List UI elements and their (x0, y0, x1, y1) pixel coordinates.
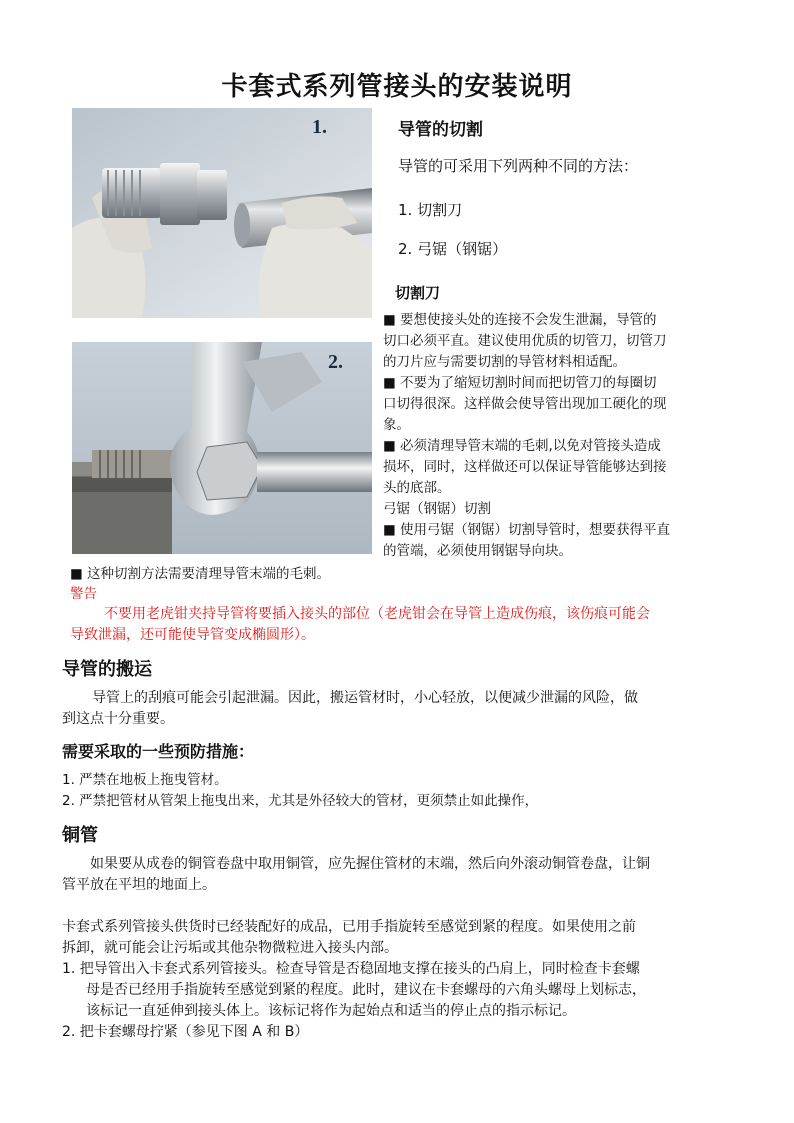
cutter-line: 头的底部。 (383, 480, 451, 496)
install-step-1a: 1. 把导管出入卡套式系列管接头。检查导管是否稳固地支撑在接头的凸肩上，同时检查卡套螺 (62, 961, 640, 977)
install-step-2: 2. 把卡套螺母拧紧（参见下图 A 和 B） (62, 1024, 309, 1040)
cutting-method-1: 1. 切割刀 (398, 201, 463, 219)
install-step-1b: 母是否已经用手指旋转至感觉到紧的程度。此时，建议在卡套螺母的六角头螺母上划标志， (86, 982, 646, 998)
warning-label: 警告 (70, 586, 97, 602)
handling-line-2: 到这点十分重要。 (62, 711, 174, 727)
cutter-line: ■ 不要为了缩短切割时间而把切管刀的每圈切 (383, 375, 657, 391)
cutting-method-2: 2. 弓锯（钢锯） (398, 240, 508, 258)
cutter-line: ■ 使用弓锯（钢锯）切割导管时，想要获得平直 (383, 522, 671, 538)
cutting-intro: 导管的可采用下列两种不同的方法： (398, 157, 639, 175)
cutter-line: 损坏，同时，这样做还可以保证导管能够达到接 (383, 459, 667, 475)
cutting-heading: 导管的切割 (398, 120, 483, 140)
cutter-line: ■ 要想使接头处的连接不会发生泄漏，导管的 (383, 312, 657, 328)
cutter-heading: 切割刀 (395, 284, 441, 302)
tube-cutting-photo (72, 108, 372, 318)
cutter-line: 口切得很深。这样做会使导管出现加工硬化的现 (383, 396, 667, 412)
install-intro-1: 卡套式系列管接头供货时已经装配好的成品，已用手指旋转至感觉到紧的程度。如果使用之前 (62, 919, 636, 935)
cutter-line: ■ 必须清理导管末端的毛刺,以免对管接头造成 (383, 438, 661, 454)
install-step-1c: 该标记一直延伸到接头体上。该标记将作为起始点和适当的停止点的指示标记。 (86, 1003, 576, 1019)
warning-line-2: 导致泄漏，还可能使导管变成椭圆形）。 (70, 627, 315, 643)
copper-line-1: 如果要从成卷的铜管卷盘中取用铜管，应先握住管材的末端，然后向外滚动铜管卷盘，让铜 (90, 856, 650, 872)
page-title: 卡套式系列管接头的安装说明 (221, 72, 573, 102)
precaution-item-2: 2. 严禁把管材从管架上拖曳出来，尤其是外径较大的管材，更须禁止如此操作， (62, 793, 539, 809)
cutter-line: 象。 (383, 417, 410, 433)
photo1-number: 1. (312, 116, 327, 138)
cutter-line: 的管端，必须使用钢锯导向块。 (383, 543, 572, 559)
handling-line-1: 导管上的刮痕可能会引起泄漏。因此，搬运管材时，小心轻放，以便减少泄漏的风险，做 (92, 690, 638, 706)
handling-heading: 导管的搬运 (62, 659, 152, 680)
photo2-number: 2. (328, 351, 343, 373)
wrench-tightening-photo (72, 342, 372, 554)
precautions-heading: 需要采取的一些预防措施： (62, 742, 255, 761)
install-intro-2: 拆卸，就可能会让污垢或其他杂物微粒进入接头内部。 (62, 940, 398, 956)
copper-heading: 铜管 (62, 825, 98, 846)
copper-line-2: 管平放在平坦的地面上。 (62, 877, 216, 893)
cutter-line: 弓锯（钢锯）切割 (383, 501, 491, 517)
precaution-item-1: 1. 严禁在地板上拖曳管材。 (62, 772, 228, 788)
warning-line-1: 不要用老虎钳夹持导管将要插入接头的部位（老虎钳会在导管上造成伤痕，该伤痕可能会 (104, 606, 650, 622)
cutter-line: 切口必须平直。建议使用优质的切管刀，切管刀 (383, 333, 667, 349)
cutter-line: 的刀片应与需要切割的导管材料相适配。 (383, 354, 626, 370)
burr-note: ■ 这种切割方法需要清理导管末端的毛刺。 (70, 566, 331, 582)
